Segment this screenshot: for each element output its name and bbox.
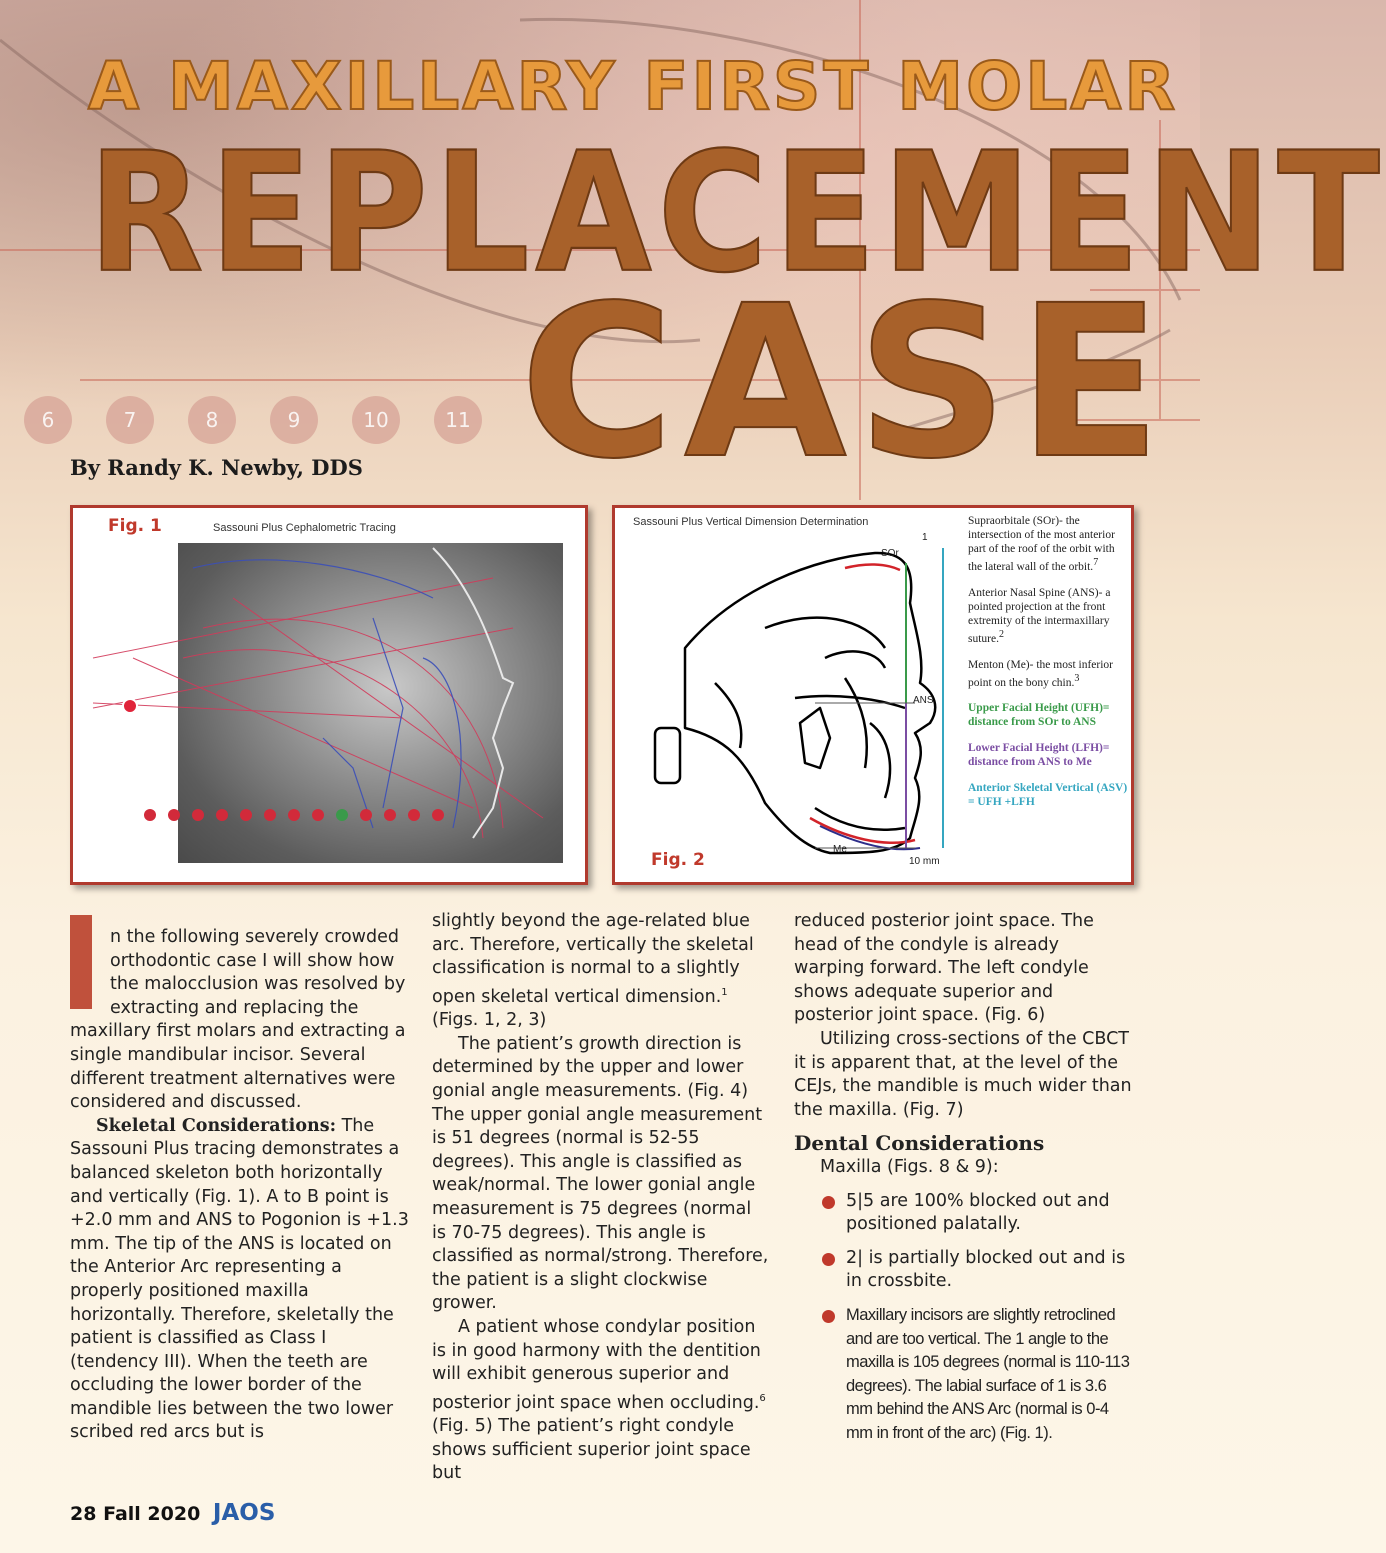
- article-column-2: [432, 910, 770, 1486]
- skeletal-paragraph: Skeletal Considerations: The Sassouni Plus tracing demonstrates a balanced skeleton both horizontally and vertically (Fig. 1). A to B point is +2.0 mm and ANS to Pogonion is +1.3 mm. The tip of the ANS is located on the Anterior Arc representing a properly positioned maxilla horizontally. Therefore, skeletally the patient is classified as Class I (tendency III). When the teeth are occluding the lower border of the mandible lies between the two lower scribed red arcs but is: [70, 1115, 409, 1443]
- figure-2: [612, 505, 1134, 885]
- maxilla-subheading: Maxilla (Figs. 8 & 9):: [820, 1156, 999, 1177]
- bullet-dot-icon: [822, 1253, 835, 1266]
- bullet-item: 5|5 are 100% blocked out and positioned palatally.: [794, 1190, 1134, 1237]
- bg-number: 6: [41, 408, 55, 432]
- cbct-paragraph: Utilizing cross-sections of the CBCT it is apparent that, at the level of the CEJs, the mandible is much wider than the maxilla. (Fig. 7): [794, 1028, 1132, 1120]
- marker-sor: SOr: [881, 548, 899, 559]
- figure-2-title: Sassouni Plus Vertical Dimension Determination: [633, 516, 869, 528]
- page-footer: [70, 1500, 275, 1526]
- dental-considerations-heading: Dental Considerations: [794, 1131, 1045, 1156]
- condylar-paragraph: A patient whose condylar position is in good harmony with the dentition will exhibit generous superior and posterior joint space when occluding.$^6$ (Fig. 5) The patient’s right condyle shows sufficient superior joint space but: [432, 1316, 766, 1484]
- growth-direction-paragraph: The patient’s growth direction is determined by the upper and lower gonial angle measurements. (Fig. 4) The upper gonial angle measurement is 51 degrees (normal is 52-55 degrees). This angle is classified as weak/normal. The lower gonial angle measurement is 75 degrees (normal is 70-75 degrees). This angle is classified as normal/strong. Therefore, the patient is a slight clockwise grower.: [432, 1033, 769, 1314]
- bg-number: 9: [287, 408, 301, 432]
- bg-number: 10: [363, 408, 389, 432]
- bullet-dot-icon: [822, 1310, 835, 1323]
- issue-label: Fall 2020: [103, 1503, 201, 1525]
- bg-number: 11: [445, 408, 471, 432]
- legend-ans: Anterior Nasal Spine (ANS)- a pointed projection at the front extremity of the intermaxillary suture.$^2$: [968, 586, 1111, 645]
- marker-scale: 10 mm: [909, 856, 940, 867]
- column-3-paragraph-1: reduced posterior joint space. The head of the condyle is already warping forward. The left condyle shows adequate superior and posterior joint space. (Fig. 6): [794, 911, 1094, 1026]
- marker-ans: ANS: [913, 695, 934, 706]
- skull-tracing-drawing: [615, 508, 965, 882]
- bullet-dot-icon: [822, 1196, 835, 1209]
- figure-1-label: Fig. 1: [108, 516, 162, 536]
- skeletal-heading: Skeletal Considerations:: [96, 1115, 337, 1136]
- bg-number: 8: [205, 408, 219, 432]
- figure-1-title: Sassouni Plus Cephalometric Tracing: [213, 522, 396, 534]
- hero-banner: [0, 0, 1386, 505]
- byline: By Randy K. Newby, DDS: [70, 455, 363, 480]
- cephalometric-tracing-overlay: [73, 508, 585, 882]
- column-2-paragraph-1: slightly beyond the age-related blue arc. Therefore, vertically the skeletal classification is normal to a slightly open skeletal vertical dimension.$^1$ (Figs. 1, 2, 3): [432, 911, 754, 1031]
- bullet-item: 2| is partially blocked out and is in crossbite.: [794, 1247, 1134, 1294]
- figure-2-legend: [968, 514, 1128, 821]
- article-column-1: [70, 910, 410, 1445]
- title-line-3: CASE: [520, 260, 1172, 505]
- page-number: 28: [70, 1503, 97, 1525]
- bg-number: 7: [123, 408, 137, 432]
- article-column-3: [794, 910, 1134, 1445]
- figure-2-label: Fig. 2: [651, 850, 705, 870]
- bullet-item: Maxillary incisors are slightly retroclined and are too vertical. The 1 angle to the maxilla is 105 degrees (normal is 110-113 degrees). The labial surface of 1 is 3.6 mm behind the ANS Arc (normal is 0-4 mm in front of the arc) (Fig. 1).: [794, 1304, 1134, 1446]
- legend-sor: Supraorbitale (SOr)- the intersection of the most anterior part of the roof of the orbit with the lateral wall of the orbit.$^7$: [968, 515, 1115, 573]
- title-line-1: A MAXILLARY FIRST MOLAR: [88, 48, 1179, 125]
- legend-asv: Anterior Skeletal Vertical (ASV) = UFH +LFH: [968, 782, 1128, 809]
- figure-1: [70, 505, 588, 885]
- legend-me: Menton (Me)- the most inferior point on the bony chin.$^3$: [968, 658, 1113, 689]
- marker-me: Me: [833, 844, 847, 855]
- legend-ufh: Upper Facial Height (UFH)= distance from SOr to ANS: [968, 702, 1110, 729]
- title-line-2: REPLACEMENT: [88, 118, 1386, 310]
- drop-cap-i: [70, 915, 92, 1009]
- intro-paragraph: n the following severely crowded orthodontic case I will show how the malocclusion was resolved by extracting and replacing the maxillary first molars and extracting a single mandibular incisor. Several different treatment alternatives were considered and discussed.: [70, 927, 406, 1113]
- legend-lfh: Lower Facial Height (LFH)= distance from ANS to Me: [968, 742, 1110, 769]
- journal-name: JAOS: [212, 1500, 276, 1526]
- marker-1: 1: [922, 532, 928, 543]
